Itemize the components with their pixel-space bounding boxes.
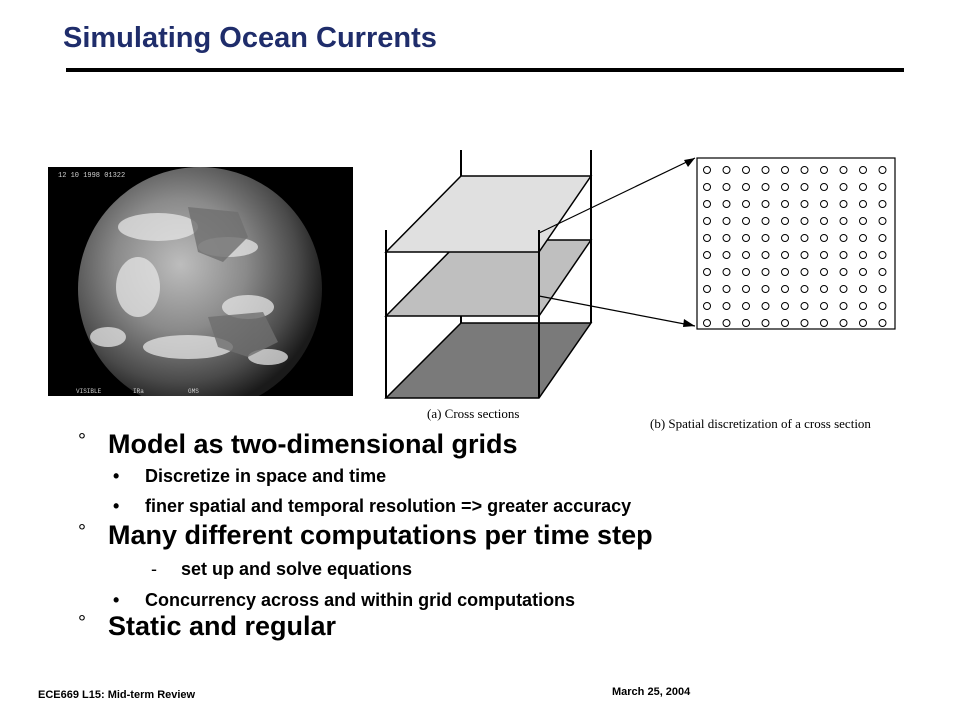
bullet-marker: • <box>113 496 120 516</box>
slide-title: Simulating Ocean Currents <box>63 22 437 54</box>
pointer-arrowhead-top <box>684 158 695 167</box>
bullet-text: finer spatial and temporal resolution => greater accuracy <box>145 496 632 516</box>
bullet-text: Model as two-dimensional grids <box>108 429 518 459</box>
cross-section-bottom <box>386 323 591 398</box>
caption-spatial-discretization: (b) Spatial discretization of a cross section <box>650 416 871 431</box>
image-label-gms: GMS <box>188 388 199 395</box>
bullet-text: Concurrency across and within grid computations <box>145 590 576 610</box>
bullet-marker: ° <box>78 612 86 634</box>
bullet-static-regular <box>78 611 336 642</box>
bullet-concurrency <box>113 590 575 611</box>
bullet-marker: ° <box>78 521 86 543</box>
image-timestamp: 12 10 1998 01322 <box>58 172 126 180</box>
bullet-marker: • <box>113 590 120 610</box>
pointer-line-bottom <box>539 296 695 326</box>
pointer-arrowhead-bottom <box>683 319 695 327</box>
bullet-text: Discretize in space and time <box>145 466 387 486</box>
bullet-marker: • <box>113 466 120 486</box>
bullet-solve-equations <box>151 559 412 580</box>
bullet-text: Many different computations per time step <box>108 520 653 550</box>
bullet-many-computations <box>78 520 653 551</box>
bullet-marker: ° <box>78 430 86 452</box>
bullet-discretize <box>113 466 386 487</box>
footer-date: March 25, 2004 <box>612 686 691 698</box>
bullet-text: set up and solve equations <box>181 559 413 579</box>
image-label-ira: IRa <box>133 388 144 395</box>
bullet-finer-resolution <box>113 496 631 517</box>
caption-cross-sections: (a) Cross sections <box>427 406 520 421</box>
bullet-marker: - <box>151 559 157 579</box>
bullet-model-grids <box>78 429 518 460</box>
image-label-visible: VISIBLE <box>76 388 102 395</box>
footer-course: ECE669 L15: Mid-term Review <box>38 689 196 701</box>
bullet-text: Static and regular <box>108 611 337 641</box>
